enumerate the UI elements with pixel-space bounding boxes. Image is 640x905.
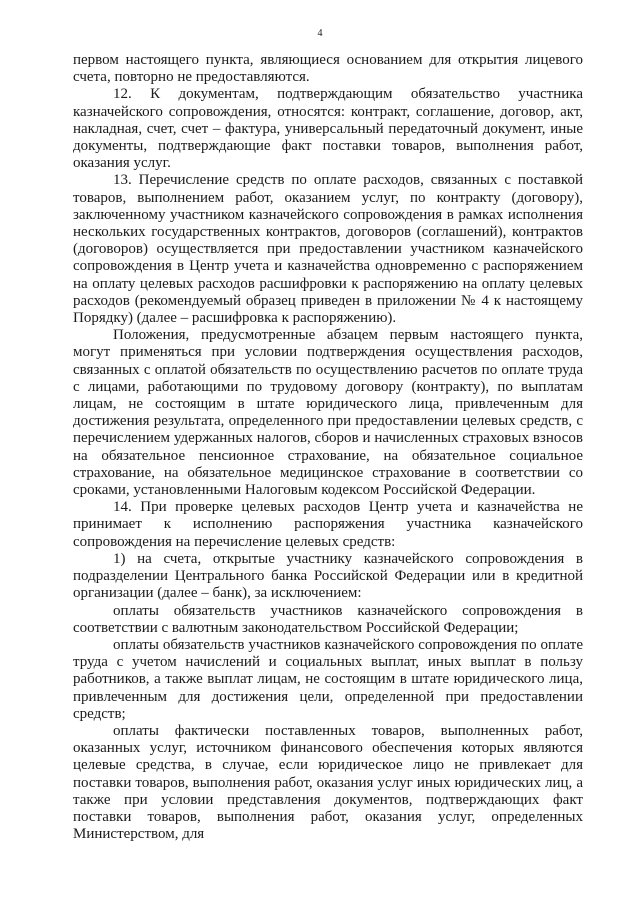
paragraph-exception-payroll: оплаты обязательств участников казначейского сопровождения по оплате труда с учетом начислений и социальных выплат, иных выплат в пользу работников, а также выплат лицам, не состоящим в штате юридического лица, привлеченным для достижения цели, определенной при предоставлении средств; [73, 636, 583, 722]
paragraph-item-14-sub-1: 1) на счета, открытые участнику казначейского сопровождения в подразделении Центрального банка Российской Федерации или в кредитной организации (далее – банк), за исключением: [73, 550, 583, 602]
paragraph-item-12: 12. К документам, подтверждающим обязательство участника казначейского сопровождения, относятся: контракт, соглашение, договор, акт, накладная, счет, счет – фактура, универсальный передаточный документ, иные документы, подтверждающие факт поставки товаров, выполнения работ, оказания услуг. [73, 86, 583, 172]
paragraph-continuation: первом настоящего пункта, являющиеся основанием для открытия лицевого счета, повторно не предоставляются. [73, 52, 583, 86]
paragraph-exception-goods: оплаты фактически поставленных товаров, выполненных работ, оказанных услуг, источником финансового обеспечения которых являются целевые средства, в случае, если юридическое лицо не привлекает для поставки товаров, выполнения работ, оказания услуг иных юридических лиц, а также при условии представления документов, подтверждающих факт поставки товаров, выполнения работ, оказания услуг, определенных Министерством, для [73, 722, 583, 843]
paragraph-item-14: 14. При проверке целевых расходов Центр учета и казначейства не принимает к исполнению распоряжения участника казначейского сопровождения на перечисление целевых средств: [73, 499, 583, 550]
paragraph-item-13: 13. Перечисление средств по оплате расходов, связанных с поставкой товаров, выполнением работ, оказанием услуг, по контракту (договору), заключенному участником казначейского сопровождения в рамках исполнения нескольких государственных контрактов, договоров (соглашений), контрактов (договоров) осуществляется при предоставлении участником казначейского сопровождения в Центр учета и казначейства одновременно с распоряжением на оплату целевых расходов расшифровки к распоряжению на оплату целевых расходов (рекомендуемый образец приведен в приложении № 4 к настоящему Порядку) (далее – расшифровка к распоряжению). [73, 172, 583, 327]
paragraph-item-13-provisions: Положения, предусмотренные абзацем первым настоящего пункта, могут применяться при условии подтверждения осуществления расходов, связанных с оплатой обязательств по осуществлению расчетов по оплате труда с лицами, работающими по трудовому договору (контракту), по выплатам лицам, не состоящим в штате юридического лица, привлеченным для достижения результата, определенного при предоставлении целевых средств, с перечислением удержанных налогов, сборов и начисленных страховых взносов на обязательное пенсионное страхование, на обязательное социальное страхование, на обязательное медицинское страхование в соответствии со сроками, установленными Налоговым кодексом Российской Федерации. [73, 327, 583, 499]
document-body [73, 52, 583, 843]
page-number: 4 [317, 28, 323, 39]
paragraph-exception-currency: оплаты обязательств участников казначейского сопровождения в соответствии с валютным законодательством Российской Федерации; [73, 602, 583, 636]
